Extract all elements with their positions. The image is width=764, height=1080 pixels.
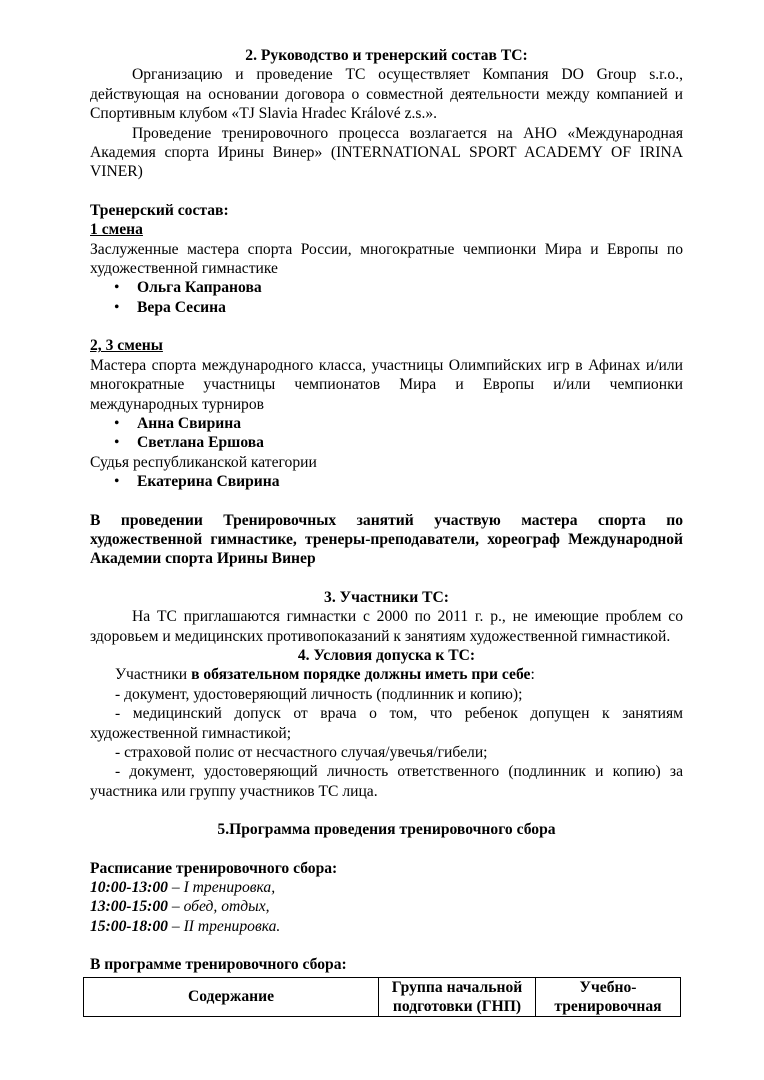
schedule-row	[90, 897, 683, 916]
coaches-note: В проведении Тренировочных занятий участвую мастера спорта по художественной гимнастике, тренеры-преподаватели, хореограф Международной Академии спорта Ирины Винер	[90, 511, 683, 568]
coaches-heading: Тренерский состав:	[90, 201, 229, 219]
schedule-time: 10:00-13:00	[90, 879, 168, 897]
schedule-text: – II тренировка.	[167, 917, 281, 935]
judge-name: Екатерина Свирина	[137, 473, 280, 491]
shift1-label: 1 смена	[90, 221, 143, 239]
section2-paragraph-2: Проведение тренировочного процесса возлагается на АНО «Международная Академия спорта Ирины Винер» (INTERNATIONAL SPORT ACADEMY OF IRINA VINER)	[90, 124, 683, 181]
bullet-icon: •	[114, 434, 120, 452]
section4-intro	[90, 665, 683, 684]
judge-label: Судья республиканской категории	[90, 453, 317, 471]
shift23-description: Мастера спорта международного класса, участницы Олимпийских игр в Афинах и/или многократные участницы чемпионатов Мира и Европы и/или чемпионки международных турниров	[90, 356, 683, 413]
requirement-item: - документ, удостоверяющий личность (подлинник и копию);	[115, 685, 523, 703]
shift23-coach	[90, 433, 683, 452]
bullet-icon: •	[114, 473, 120, 491]
section2-title: 2. Руководство и тренерский состав ТС:	[245, 47, 528, 64]
intro-end: :	[530, 666, 535, 684]
intro-text: Участники	[115, 666, 192, 684]
judge-name-item	[90, 472, 683, 491]
schedule-heading: Расписание тренировочного сбора:	[90, 859, 338, 877]
requirement-item: - документ, удостоверяющий личность ответственного (подлинник и копию) за участника или группу участников ТС лица.	[90, 763, 683, 800]
table-header-row	[84, 977, 681, 1017]
coach-name: Светлана Ершова	[137, 434, 264, 452]
coach-name: Ольга Капранова	[137, 279, 262, 297]
schedule-time: 13:00-15:00	[90, 898, 168, 916]
schedule-text: – обед, отдых,	[167, 898, 270, 916]
bullet-icon: •	[114, 298, 120, 316]
program-table	[83, 977, 681, 1018]
section5-title: 5.Программа проведения тренировочного сбора	[217, 821, 556, 839]
shift1-coach	[90, 298, 683, 317]
shift23-label: 2, 3 смены	[90, 337, 163, 355]
shift1-description: Заслуженные мастера спорта России, многократные чемпионки Мира и Европы по художественной гимнастике	[90, 240, 683, 278]
section3-title: 3. Участники ТС:	[324, 588, 449, 606]
program-heading: В программе тренировочного сбора:	[90, 956, 347, 974]
coach-name: Анна Свирина	[137, 414, 242, 432]
requirement-item: - страховой полис от несчастного случая/увечья/гибели;	[115, 744, 488, 761]
shift1-coach	[90, 278, 683, 297]
section2-paragraph-1: Организацию и проведение ТС осуществляет Компания DO Group s.r.o., действующая на основании договора о совместной деятельности между компанией и Спортивным клубом «TJ Slavia Hradec Králové z.s.».	[90, 66, 683, 123]
shift23-coach	[90, 414, 683, 433]
coach-name: Вера Сесина	[137, 298, 226, 316]
section3-paragraph: На ТС приглашаются гимнастки с 2000 по 2011 г. р., не имеющие проблем со здоровьем и медицинских противопоказаний к занятиям художественной гимнастикой.	[90, 608, 683, 645]
schedule-time: 15:00-18:00	[90, 917, 168, 935]
bullet-icon: •	[114, 414, 120, 432]
bullet-icon: •	[114, 279, 120, 297]
section4-title: 4. Условия допуска к ТС:	[297, 646, 476, 664]
schedule-text: – I тренировка,	[167, 879, 276, 897]
table-header-content: Содержание	[84, 977, 379, 1017]
document-page	[90, 46, 683, 1017]
schedule-row	[90, 917, 683, 936]
intro-bold-text: в обязательном порядке должны иметь при себе	[191, 666, 531, 684]
schedule-row	[90, 878, 683, 897]
requirement-item: - медицинский допуск от врача о том, что ребенок допущен к занятиям художественной гимнастикой;	[90, 705, 683, 742]
table-header-training: Учебно-тренировочная	[536, 977, 681, 1017]
table-header-gnp: Группа начальной подготовки (ГНП)	[379, 977, 536, 1017]
